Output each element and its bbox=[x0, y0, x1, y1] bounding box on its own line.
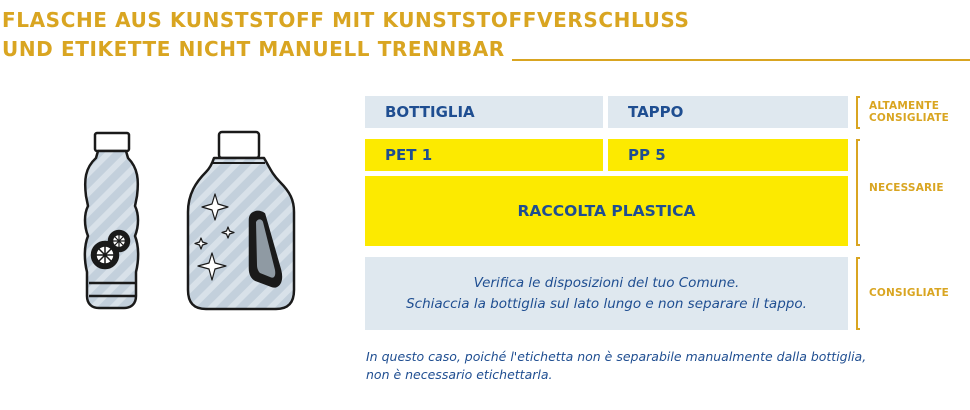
material-cap: PP 5 bbox=[608, 139, 848, 171]
title-line-1: FLASCHE AUS KUNSTSTOFF MIT KUNSTSTOFFVERSCHLUSS bbox=[2, 8, 690, 32]
detergent-bottle-icon bbox=[188, 132, 294, 309]
label-recommended: CONSIGLIATE bbox=[869, 287, 949, 299]
header-cap: TAPPO bbox=[608, 96, 848, 128]
info-box bbox=[365, 257, 848, 330]
bracket-highly-recommended bbox=[856, 96, 860, 129]
title-line-2: UND ETIKETTE NICHT MANUELL TRENNBAR bbox=[2, 37, 505, 61]
label-highly-recommended-line-2: CONSIGLIATE bbox=[869, 112, 949, 124]
info-line-2: Schiaccia la bottiglia sul lato lungo e non separare il tappo. bbox=[406, 295, 807, 312]
bracket-necessary bbox=[856, 139, 860, 246]
label-highly-recommended-line-1: ALTAMENTE bbox=[869, 100, 940, 112]
header-bottle: BOTTIGLIA bbox=[365, 96, 603, 128]
bracket-recommended bbox=[856, 257, 860, 330]
material-bottle: PET 1 bbox=[365, 139, 603, 171]
disposal-method: RACCOLTA PLASTICA bbox=[365, 176, 848, 246]
bottles-illustration bbox=[0, 0, 340, 330]
footnote-line-1: In questo caso, poiché l'etichetta non è separabile manualmente dalla bottiglia, bbox=[366, 349, 867, 364]
title-underline bbox=[512, 59, 970, 61]
footnote-line-2: non è necessario etichettarla. bbox=[366, 367, 553, 382]
footnote bbox=[366, 348, 866, 384]
label-highly-recommended bbox=[869, 100, 949, 124]
info-line-1: Verifica le disposizioni del tuo Comune. bbox=[473, 274, 740, 291]
label-necessary: NECESSARIE bbox=[869, 182, 944, 194]
water-bottle-icon bbox=[85, 133, 138, 308]
